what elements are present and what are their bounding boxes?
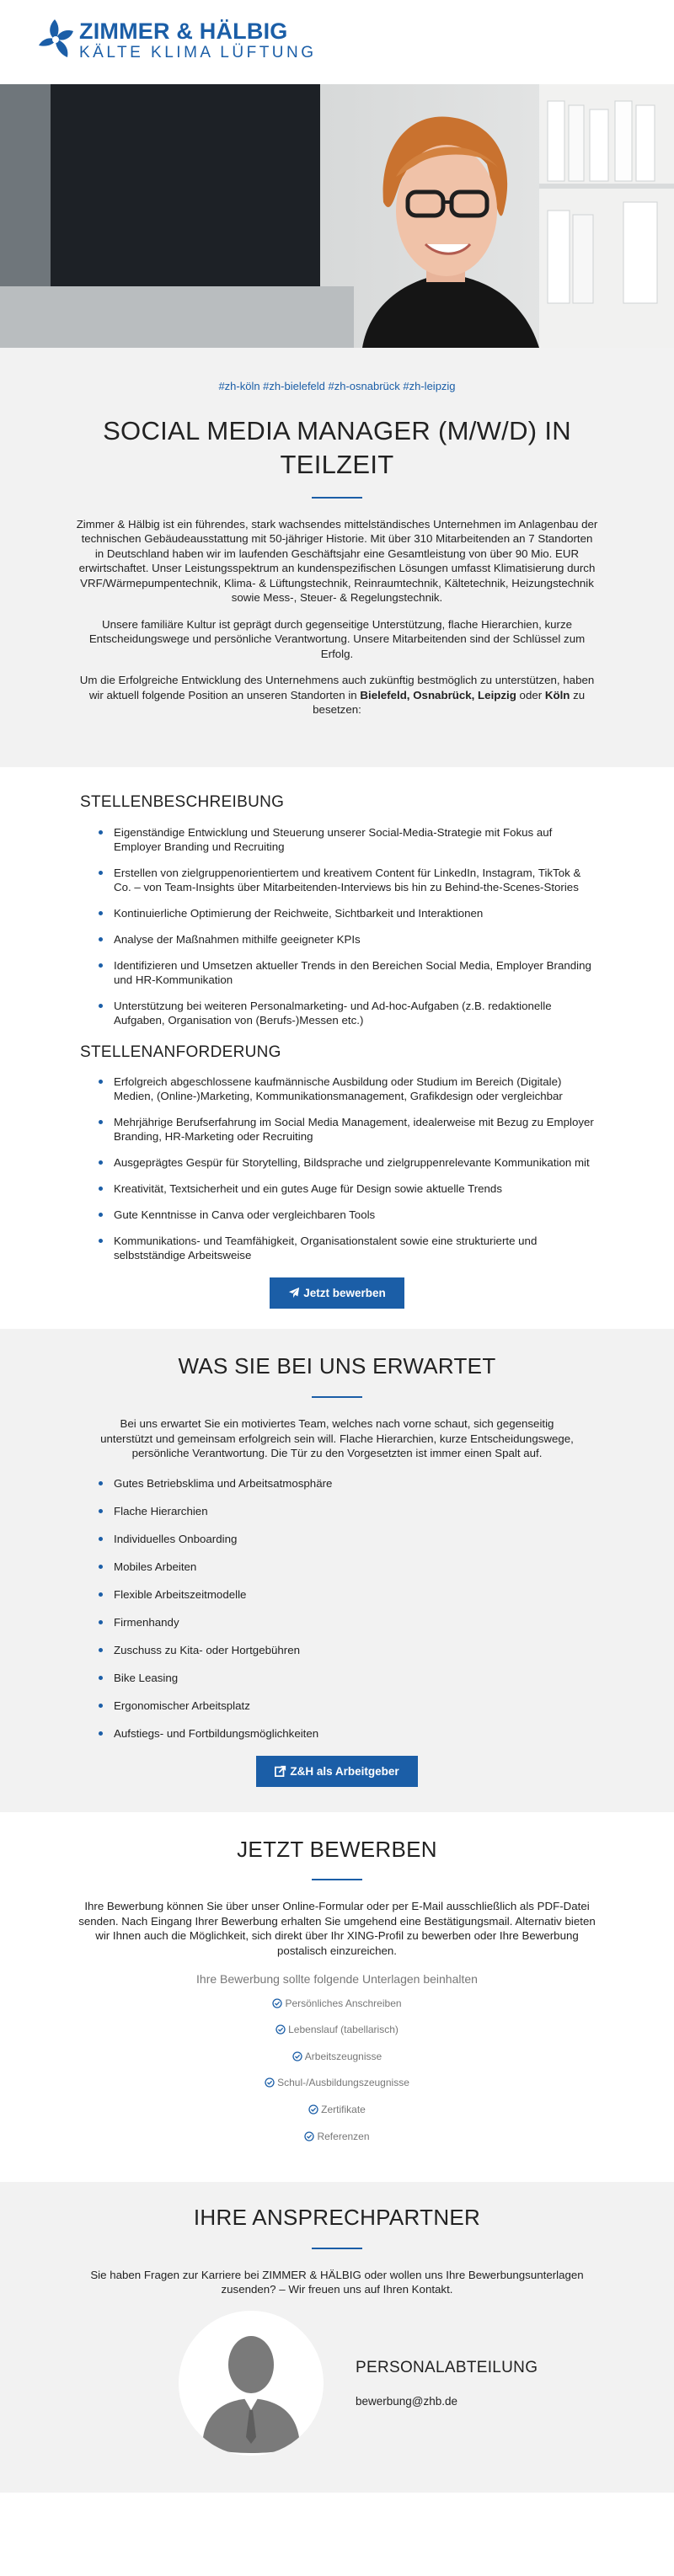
location-hashtags[interactable]: #zh-köln #zh-bielefeld #zh-osnabrück #zh-leipzig — [218, 380, 456, 392]
person-silhouette-icon — [179, 2311, 324, 2456]
list-item: Kreativität, Textsicherheit und ein gutes Auge für Design sowie aktuelle Trends — [80, 1181, 594, 1196]
document-item: Lebenslauf (tabellarisch) — [76, 2024, 598, 2037]
documents-title: Ihre Bewerbung sollte folgende Unterlagen beinhalten — [196, 1972, 478, 1987]
contact-divider — [312, 2248, 362, 2249]
employer-button[interactable]: Z&H als Arbeitgeber — [256, 1756, 417, 1787]
requirements-title: STELLENANFORDERUNG — [80, 1043, 281, 1061]
job-details — [0, 767, 674, 1329]
list-item: Kontinuierliche Optimierung der Reichweite, Sichtbarkeit und Interaktionen — [80, 906, 594, 920]
list-item: Identifizieren und Umsetzen aktueller Trends in den Bereichen Social Media, Employer Branding und HR-Kommunikation — [80, 958, 594, 987]
check-circle-icon — [275, 2024, 286, 2035]
list-item: Flache Hierarchien — [80, 1504, 594, 1518]
apply-title: JETZT BEWERBEN — [237, 1836, 437, 1862]
list-item: Mehrjährige Berufserfahrung im Social Media Management, idealerweise mit Bezug zu Employer Branding, HR-Marketing oder Recruiting — [80, 1115, 594, 1144]
apply-divider — [312, 1879, 362, 1880]
company-logo[interactable] — [34, 17, 640, 64]
contact-text: Sie haben Fragen zur Karriere bei ZIMMER & HÄLBIG oder wollen uns Ihre Bewerbungsunterlagen zusenden? – Wir freuen uns auf Ihren Kontakt. — [90, 2268, 584, 2296]
list-item: Mobiles Arbeiten — [80, 1560, 594, 1574]
requirements-list — [80, 1075, 594, 1262]
document-item: Arbeitszeugnisse — [76, 2051, 598, 2064]
check-circle-icon — [292, 2051, 302, 2061]
list-item: Bike Leasing — [80, 1671, 594, 1685]
list-item: Eigenständige Entwicklung und Steuerung unserer Social-Media-Strategie mit Fokus auf Employer Branding und Recruiting — [80, 825, 594, 854]
brand-tagline: KÄLTE KLIMA LÜFTUNG — [79, 44, 317, 61]
list-item: Firmenhandy — [80, 1615, 594, 1629]
external-link-icon — [275, 1765, 286, 1777]
brand-name: ZIMMER & HÄLBIG — [79, 19, 288, 44]
list-item: Erfolgreich abgeschlossene kaufmännische Ausbildung oder Studium im Bereich (Digitale) Medien, (Online-)Marketing, Kommunikationsmanagement, Grafikdesign oder vergleichbar — [80, 1075, 594, 1103]
site-header — [0, 0, 674, 84]
logo-icon — [34, 17, 76, 64]
list-item: Flexible Arbeitszeitmodelle — [80, 1587, 594, 1602]
job-intro — [0, 348, 674, 767]
company-description: Zimmer & Hälbig ist ein führendes, stark wachsendes mittelständisches Unternehmen im Anlagenbau der technischen Gebäudeausstattung mit 50-jähriger Historie. Mit über 310 Mitarbeitenden an 7 Standorten in Deutschland haben wir im laufenden Geschäftsjahr eine Gesamtleistung von über 90 Mio. EUR erwirtschaftet. Unser Leistungsspektrum an kundenspezifischen Lösungen umfasst Klimatisierung durch VRF/Wärmepumpentechnik, Klima- & Lüftungstechnik, Reinraumtechnik, Kältetechnik, Heizungstechnik sowie Mess-, Steuer- & Regelungstechnik. — [76, 517, 598, 605]
contact-email-link[interactable]: bewerbung@zhb.de — [356, 2394, 458, 2408]
benefits-lead: Bei uns erwartet Sie ein motiviertes Team, welches nach vorne schaut, sich gegenseitig unterstützt und gemeinsam erfolgreich sein will. Flache Hierarchien, kurze Entscheidungswege, persönliche Verantwortung. Die Tür zu den Vorgesetzten ist immer einen Spalt auf. — [100, 1417, 574, 1460]
apply-now-button[interactable]: Jetzt bewerben — [270, 1277, 404, 1309]
benefits-list — [80, 1476, 594, 1741]
list-item: Unterstützung bei weiteren Personalmarketing- und Ad-hoc-Aufgaben (z.B. redaktionelle Aufgaben, Organisation von (Berufs-)Messen etc.) — [80, 999, 594, 1027]
locations: Bielefeld, Osnabrück, Leipzig — [360, 688, 516, 701]
contact-card — [67, 2311, 607, 2456]
document-item: Referenzen — [76, 2131, 598, 2144]
contact-section — [0, 2182, 674, 2493]
description-list — [80, 825, 594, 1027]
apply-text: Ihre Bewerbung können Sie über unser Online-Formular oder per E-Mail ausschließlich als PDF-Datei senden. Nach Eingang Ihrer Bewerbung erhalten Sie umgehend eine Bestätigungsmail. Alternativ bieten wir Ihnen auch die Möglichkeit, sich direkt über Ihr XING-Profil zu bewerben oder Ihre Bewerbung postalisch einzureichen. — [78, 1900, 596, 1957]
list-item: Analyse der Maßnahmen mithilfe geeigneter KPIs — [80, 932, 594, 947]
list-item: Kommunikations- und Teamfähigkeit, Organisationstalent sowie eine strukturierte und selbstständige Arbeitsweise — [80, 1234, 594, 1262]
check-circle-icon — [304, 2131, 314, 2141]
apply-section — [0, 1812, 674, 2183]
benefits-section — [0, 1329, 674, 1811]
benefits-divider — [312, 1396, 362, 1398]
location-last: Köln — [544, 688, 570, 701]
list-item: Ergonomischer Arbeitsplatz — [80, 1699, 594, 1713]
document-item: Zertifikate — [76, 2104, 598, 2117]
check-circle-icon — [265, 2077, 275, 2088]
contact-title: IHRE ANSPRECHPARTNER — [193, 2205, 481, 2231]
list-item: Individuelles Onboarding — [80, 1532, 594, 1546]
list-item: Aufstiegs- und Fortbildungsmöglichkeiten — [80, 1726, 594, 1741]
contact-department: PERSONALABTEILUNG — [356, 2358, 538, 2376]
position-intro: Um die Erfolgreiche Entwicklung des Unternehmens auch zukünftig bestmöglich zu unterstützen, haben wir aktuell folgende Position an unseren Standorten in Bielefeld, Osnabrück, Leipzig oder Köln zu besetzen: — [79, 674, 595, 717]
check-circle-icon — [308, 2104, 318, 2115]
list-item: Gutes Betriebsklima und Arbeitsatmosphäre — [80, 1476, 594, 1491]
list-item: Ausgeprägtes Gespür für Storytelling, Bildsprache und zielgruppenrelevante Kommunikation mit — [80, 1155, 594, 1170]
document-item: Persönliches Anschreiben — [76, 1997, 598, 2011]
hero-image — [0, 84, 674, 348]
list-item: Gute Kenntnisse in Canva oder vergleichbaren Tools — [80, 1208, 594, 1222]
check-circle-icon — [272, 1998, 282, 2008]
title-divider — [312, 497, 362, 499]
job-title: SOCIAL MEDIA MANAGER (M/W/D) IN TEILZEIT — [103, 415, 571, 479]
list-item: Zuschuss zu Kita- oder Hortgebühren — [80, 1643, 594, 1657]
company-culture: Unsere familiäre Kultur ist geprägt durch gegenseitige Unterstützung, flache Hierarchien, kurze Entscheidungswege und persönliche Verantwortung. Unsere Mitarbeitenden sind der Schlüssel zum Erfolg. — [88, 617, 586, 660]
document-item: Schul-/Ausbildungszeugnisse — [76, 2077, 598, 2090]
avatar — [179, 2311, 324, 2456]
office-woman-photo — [0, 84, 674, 348]
paper-plane-icon — [288, 1287, 300, 1299]
benefits-title: WAS SIE BEI UNS ERWARTET — [178, 1353, 496, 1379]
description-title: STELLENBESCHREIBUNG — [80, 792, 285, 811]
list-item: Erstellen von zielgruppenorientiertem und kreativem Content für LinkedIn, Instagram, TikTok & Co. – von Team-Insights über Mitarbeitenden-Interviews bis hin zu Behind-the-Scenes-Stories — [80, 866, 594, 894]
